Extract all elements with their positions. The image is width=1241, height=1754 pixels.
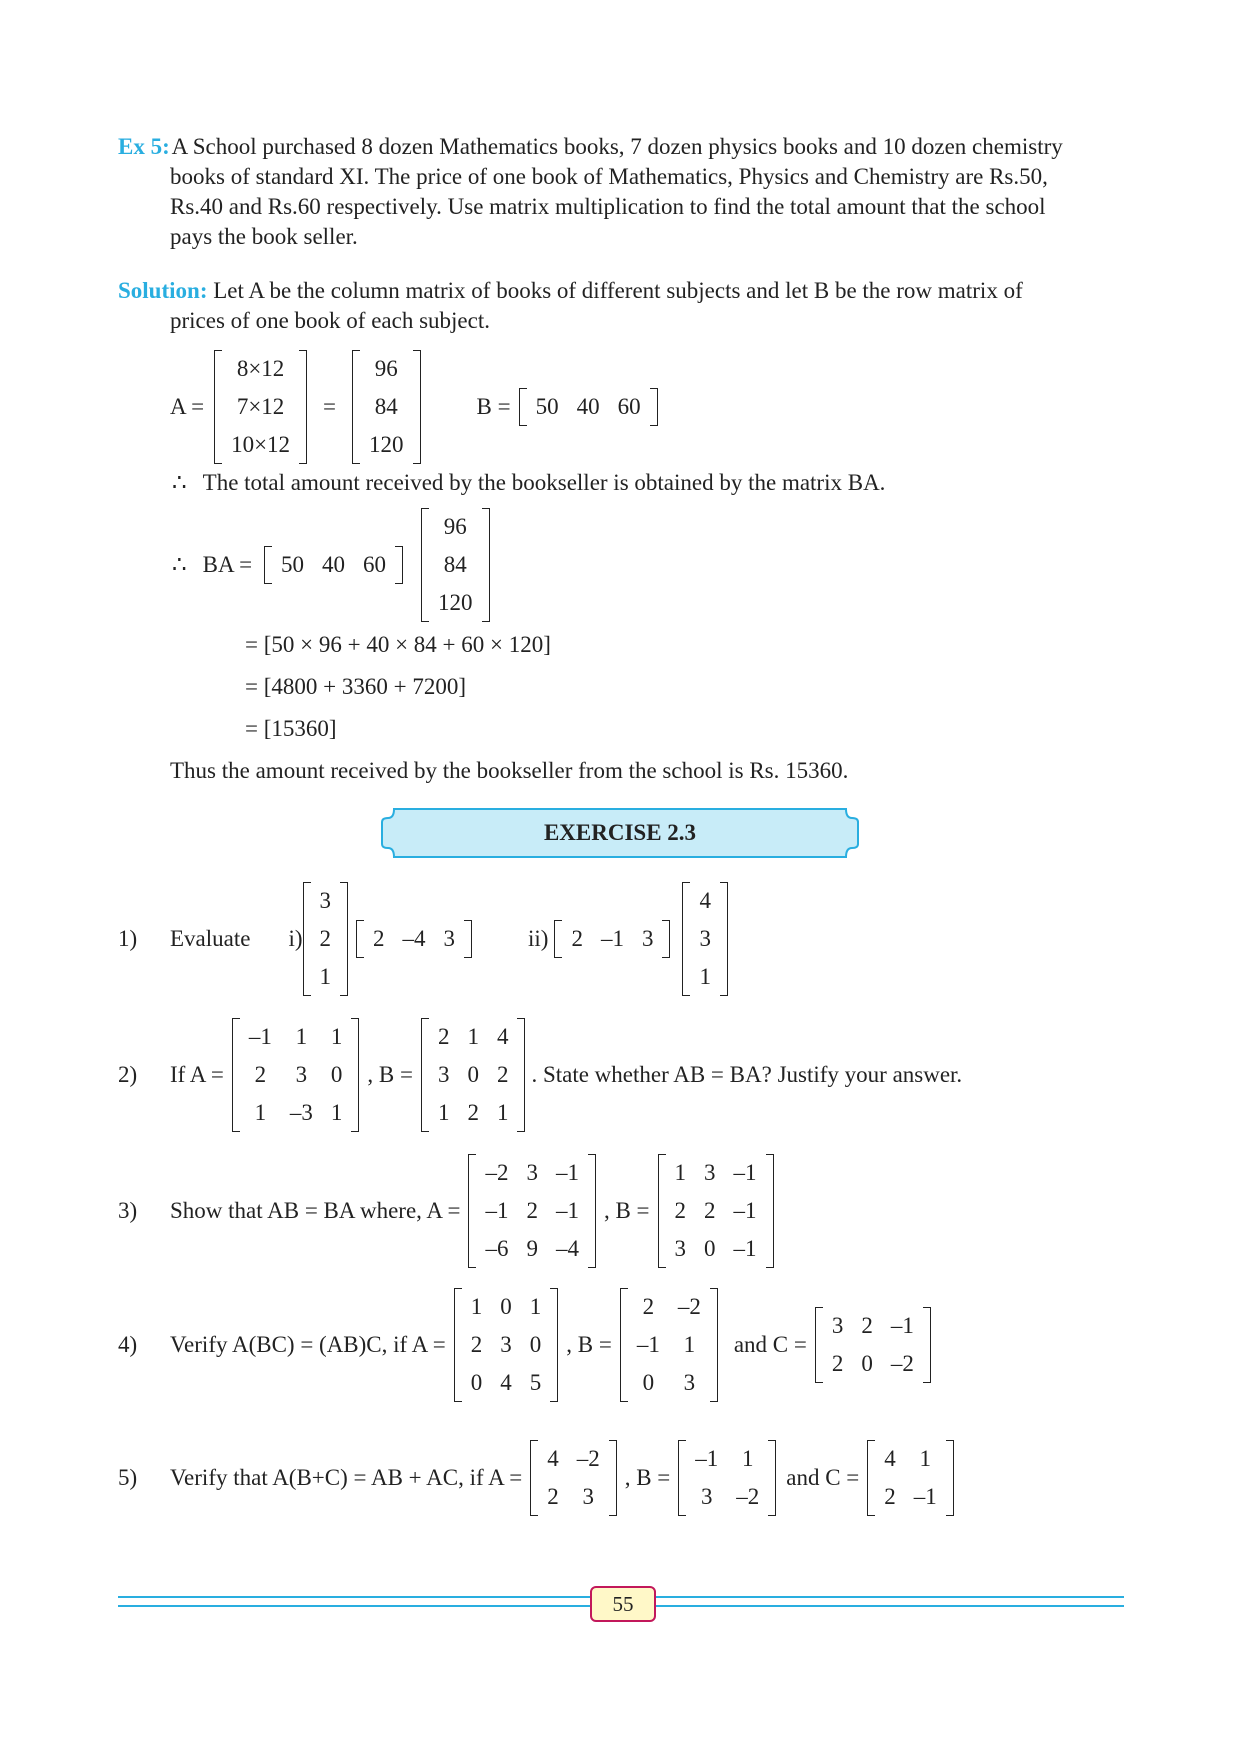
matrix-body (364, 920, 464, 958)
question-number: 2) (118, 1062, 138, 1087)
matrix-entry: 2 (571, 926, 583, 951)
left-bracket (682, 882, 690, 996)
matrix-definitions (170, 350, 658, 464)
exercise-header (380, 808, 860, 858)
matrix-entry: 84 (374, 394, 398, 419)
matrix-counts (352, 350, 421, 464)
right-bracket (923, 1307, 931, 1383)
right-bracket (588, 1154, 596, 1268)
matrix-entry: 0 (704, 1236, 716, 1261)
matrix-body (875, 1440, 946, 1516)
example-5-line-1: Ex 5: A School purchased 8 dozen Mathematics books, 7 dozen physics books and 10 dozen chemistry (118, 134, 1063, 159)
matrix-entry: 2 (831, 1351, 844, 1376)
therefore-symbol: ∴ (172, 552, 187, 577)
question-number: 3) (118, 1198, 138, 1223)
matrix-body (628, 1288, 710, 1402)
b-label: , B = (603, 1198, 650, 1223)
right-bracket (662, 920, 670, 958)
matrix-entry: 60 (363, 552, 387, 577)
b-label: , B = (624, 1465, 671, 1490)
equals-sign: = (323, 394, 337, 419)
matrix-row (429, 1018, 518, 1056)
matrix-entry: 4 (496, 1024, 509, 1049)
question-tail: . State whether AB = BA? Justify your answer. (531, 1062, 963, 1087)
question-number: 4) (118, 1332, 138, 1357)
right-bracket (720, 882, 728, 996)
left-bracket (264, 546, 272, 584)
left-bracket (554, 920, 562, 958)
q1-matrix-column-1 (303, 882, 349, 996)
left-bracket (303, 882, 311, 996)
matrix-entry: 1 (529, 1294, 542, 1319)
left-bracket (867, 1440, 875, 1516)
matrix-body (538, 1440, 609, 1516)
matrix-row (875, 1440, 946, 1478)
matrix-row (690, 882, 720, 920)
question-2 (118, 1018, 962, 1132)
right-bracket (768, 1440, 776, 1516)
q1-matrix-row-2 (554, 920, 670, 958)
matrix-entry: 1 (295, 1024, 308, 1049)
matrix-body (429, 1018, 518, 1132)
matrix-row (476, 1154, 588, 1192)
matrix-entry: 120 (438, 590, 473, 615)
matrix-entry: 8×12 (236, 356, 285, 381)
matrix-row (360, 426, 413, 464)
therefore-symbol: ∴ (172, 470, 187, 495)
question-text: Verify that A(B+C) = AB + AC, if A = (170, 1465, 523, 1490)
matrix-row (462, 1326, 551, 1364)
matrix-body (240, 1018, 352, 1132)
matrix-entry: 3 (437, 1062, 450, 1087)
matrix-entry: 4 (884, 1446, 896, 1471)
matrix-entry: 1 (319, 964, 332, 989)
matrix-row (364, 920, 464, 958)
matrix-entry: 3 (674, 1236, 687, 1261)
left-bracket (678, 1440, 686, 1516)
matrix-row (538, 1440, 609, 1478)
matrix-entry: 2 (319, 926, 332, 951)
q4-matrix-c (815, 1307, 931, 1383)
matrix-row (222, 388, 299, 426)
matrix-body (686, 1440, 768, 1516)
matrix-entry: –2 (576, 1446, 600, 1471)
question-3 (118, 1154, 774, 1268)
matrix-entry: 84 (443, 552, 467, 577)
part-i-label: i) (288, 926, 303, 951)
matrix-row (240, 1094, 352, 1132)
matrix-body (690, 882, 720, 996)
matrix-entry: 3 (831, 1313, 844, 1338)
ba-equals: BA = (202, 552, 253, 577)
question-4 (118, 1288, 931, 1402)
right-bracket (413, 350, 421, 464)
matrix-entry: 5 (529, 1370, 542, 1395)
matrix-body (360, 350, 413, 464)
matrix-entry: 3 (526, 1160, 538, 1185)
matrix-row (360, 350, 413, 388)
matrix-entry: 3 (295, 1062, 308, 1087)
example-label: Ex 5: (118, 134, 170, 159)
matrix-entry: 1 (330, 1024, 343, 1049)
matrix-entry: 3 (443, 926, 456, 951)
example-5 (118, 132, 1124, 252)
matrix-entry: –2 (485, 1160, 509, 1185)
matrix-entry: 1 (470, 1294, 483, 1319)
matrix-entry: 40 (322, 552, 346, 577)
matrix-body (429, 508, 482, 622)
matrix-entry: 0 (467, 1062, 479, 1087)
therefore-statement (172, 470, 885, 496)
matrix-entry: –1 (733, 1198, 757, 1223)
matrix-entry: 96 (443, 514, 467, 539)
matrix-row (429, 1056, 518, 1094)
matrix-row (311, 958, 341, 996)
matrix-entry: 2 (704, 1198, 716, 1223)
matrix-entry: 0 (500, 1294, 512, 1319)
matrix-row (222, 350, 299, 388)
matrix-books (214, 350, 307, 464)
matrix-entry: 50 (535, 394, 559, 419)
conclusion: Thus the amount received by the bookseller from the school is Rs. 15360. (170, 758, 849, 783)
q2-matrix-a (232, 1018, 360, 1132)
left-bracket (421, 1018, 429, 1132)
right-bracket (550, 1288, 558, 1402)
ba-product (172, 508, 490, 622)
b-label: , B = (566, 1332, 612, 1357)
matrix-row (462, 1364, 551, 1402)
matrix-entry: 1 (919, 1446, 932, 1471)
matrix-row (240, 1056, 352, 1094)
right-bracket (464, 920, 472, 958)
question-number: 1) (118, 926, 138, 951)
matrix-entry: –2 (736, 1484, 760, 1509)
matrix-entry: 1 (742, 1446, 754, 1471)
matrix-row (823, 1345, 923, 1383)
matrix-entry: 0 (529, 1332, 542, 1357)
solution-label: Solution: (118, 278, 208, 303)
q5-matrix-b (678, 1440, 776, 1516)
matrix-entry: –1 (913, 1484, 937, 1509)
matrix-row (690, 920, 720, 958)
matrix-row (527, 388, 650, 426)
matrix-entry: 3 (582, 1484, 594, 1509)
matrix-row (562, 920, 662, 958)
matrix-row (429, 508, 482, 546)
right-bracket (351, 1018, 359, 1132)
calculation-step-1: = [50 × 96 + 40 × 84 + 60 × 120] (245, 632, 551, 657)
matrix-entry: 1 (437, 1100, 450, 1125)
matrix-entry: 0 (861, 1351, 873, 1376)
matrix-entry: 2 (437, 1024, 450, 1049)
matrix-entry: –1 (695, 1446, 719, 1471)
matrix-entry: 7×12 (236, 394, 285, 419)
matrix-entry: –4 (555, 1236, 579, 1261)
right-bracket (395, 546, 403, 584)
question-1 (118, 882, 728, 996)
matrix-row (476, 1192, 588, 1230)
matrix-entry: 4 (547, 1446, 559, 1471)
q4-matrix-b (620, 1288, 718, 1402)
right-bracket (517, 1018, 525, 1132)
example-5-line-2: books of standard XI. The price of one book of Mathematics, Physics and Chemistry are Rs.50, (170, 164, 1048, 189)
a-equals: A = (170, 394, 205, 419)
left-bracket (815, 1307, 823, 1383)
matrix-entry: –1 (733, 1236, 757, 1261)
left-bracket (454, 1288, 462, 1402)
question-text: Show that AB = BA where, A = (170, 1198, 461, 1223)
matrix-entry: 4 (500, 1370, 512, 1395)
c-label: and C = (786, 1465, 860, 1490)
matrix-row (666, 1154, 766, 1192)
matrix-entry: –4 (402, 926, 426, 951)
q5-matrix-c (867, 1440, 954, 1516)
matrix-body (272, 546, 395, 584)
matrix-entry: 50 (281, 552, 305, 577)
b-label: , B = (367, 1062, 413, 1087)
left-bracket (530, 1440, 538, 1516)
matrix-entry: –2 (677, 1294, 701, 1319)
matrix-entry: –1 (733, 1160, 757, 1185)
matrix-entry: 2 (642, 1294, 655, 1319)
solution-line-1: Solution: Let A be the column matrix of books of different subjects and let B be the row matrix of (118, 278, 1023, 303)
matrix-body (823, 1307, 923, 1383)
matrix-row (823, 1307, 923, 1345)
matrix-entry: 1 (674, 1160, 687, 1185)
matrix-row (429, 546, 482, 584)
matrix-counts (421, 508, 490, 622)
matrix-entry: 0 (642, 1370, 655, 1395)
q3-matrix-a (468, 1154, 596, 1268)
left-bracket (214, 350, 222, 464)
statement-text: The total amount received by the bookseller is obtained by the matrix BA. (202, 470, 886, 495)
matrix-entry: 1 (467, 1024, 479, 1049)
matrix-row (666, 1230, 766, 1268)
matrix-body (462, 1288, 551, 1402)
matrix-row (690, 958, 720, 996)
right-bracket (609, 1440, 617, 1516)
matrix-row (311, 920, 341, 958)
left-bracket (468, 1154, 476, 1268)
matrix-entry: 3 (641, 926, 654, 951)
example-5-line-3: Rs.40 and Rs.60 respectively. Use matrix multiplication to find the total amount that the school (170, 194, 1046, 219)
matrix-prices (519, 388, 658, 426)
matrix-entry: 60 (617, 394, 641, 419)
matrix-entry: 2 (254, 1062, 267, 1087)
matrix-body (311, 882, 341, 996)
matrix-entry: 1 (496, 1100, 509, 1125)
matrix-row (429, 1094, 518, 1132)
right-bracket (482, 508, 490, 622)
matrix-entry: –1 (890, 1313, 914, 1338)
matrix-entry: –1 (555, 1160, 579, 1185)
question-text: If A = (170, 1062, 224, 1087)
c-label: and C = (733, 1332, 807, 1357)
page-number: 55 (590, 1586, 656, 1622)
matrix-entry: 2 (373, 926, 385, 951)
q1-matrix-column-2 (682, 882, 728, 996)
matrix-entry: 1 (683, 1332, 696, 1357)
matrix-entry: –3 (289, 1100, 313, 1125)
matrix-entry: –1 (600, 926, 624, 951)
matrix-row (628, 1326, 710, 1364)
matrix-entry: 40 (576, 394, 600, 419)
q1-matrix-row-1 (356, 920, 472, 958)
matrix-row (476, 1230, 588, 1268)
matrix-entry: 2 (496, 1062, 509, 1087)
matrix-body (476, 1154, 588, 1268)
matrix-entry: 3 (704, 1160, 716, 1185)
question-text: Verify A(BC) = (AB)C, if A = (170, 1332, 446, 1357)
matrix-entry: 120 (369, 432, 404, 457)
matrix-row (538, 1478, 609, 1516)
right-bracket (340, 882, 348, 996)
calculation-step-3: = [15360] (245, 716, 337, 741)
right-bracket (766, 1154, 774, 1268)
matrix-entry: 0 (470, 1370, 483, 1395)
left-bracket (658, 1154, 666, 1268)
matrix-entry: 2 (526, 1198, 538, 1223)
matrix-row (222, 426, 299, 464)
matrix-entry: 10×12 (231, 432, 291, 457)
matrix-row (462, 1288, 551, 1326)
part-ii-label: ii) (528, 926, 549, 951)
matrix-entry: –1 (248, 1024, 272, 1049)
matrix-row (628, 1288, 710, 1326)
matrix-body (562, 920, 662, 958)
matrix-entry: 3 (500, 1332, 512, 1357)
matrix-row (628, 1364, 710, 1402)
q2-matrix-b (421, 1018, 526, 1132)
matrix-entry: 2 (467, 1100, 479, 1125)
matrix-row (686, 1440, 768, 1478)
matrix-entry: –1 (555, 1198, 579, 1223)
matrix-body (222, 350, 299, 464)
matrix-entry: –1 (485, 1198, 509, 1223)
right-bracket (299, 350, 307, 464)
matrix-entry: 3 (699, 926, 711, 951)
matrix-row (686, 1478, 768, 1516)
matrix-entry: 2 (861, 1313, 873, 1338)
question-5 (118, 1440, 954, 1516)
matrix-prices (264, 546, 403, 584)
q5-matrix-a (530, 1440, 617, 1516)
left-bracket (356, 920, 364, 958)
q4-matrix-a (454, 1288, 559, 1402)
matrix-entry: 2 (547, 1484, 559, 1509)
matrix-entry: 2 (470, 1332, 483, 1357)
left-bracket (421, 508, 429, 622)
matrix-entry: –6 (485, 1236, 509, 1261)
question-text: Evaluate (170, 926, 251, 951)
matrix-row (429, 584, 482, 622)
matrix-body (666, 1154, 766, 1268)
left-bracket (232, 1018, 240, 1132)
matrix-entry: 9 (526, 1236, 538, 1261)
right-bracket (710, 1288, 718, 1402)
matrix-entry: –2 (890, 1351, 914, 1376)
matrix-entry: 3 (683, 1370, 696, 1395)
matrix-entry: –1 (636, 1332, 660, 1357)
left-bracket (620, 1288, 628, 1402)
matrix-entry: 2 (674, 1198, 687, 1223)
matrix-entry: 2 (884, 1484, 896, 1509)
matrix-entry: 1 (699, 964, 711, 989)
matrix-row (360, 388, 413, 426)
solution-line-2: prices of one book of each subject. (170, 308, 490, 333)
left-bracket (352, 350, 360, 464)
matrix-row (240, 1018, 352, 1056)
matrix-body (527, 388, 650, 426)
matrix-row (875, 1478, 946, 1516)
matrix-row (272, 546, 395, 584)
matrix-row (666, 1192, 766, 1230)
right-bracket (946, 1440, 954, 1516)
b-equals: B = (476, 394, 511, 419)
solution (118, 276, 1124, 336)
calculation-step-2: = [4800 + 3360 + 7200] (245, 674, 466, 699)
example-5-line-4: pays the book seller. (170, 224, 358, 249)
q3-matrix-b (658, 1154, 774, 1268)
matrix-entry: 3 (319, 888, 332, 913)
matrix-entry: 1 (330, 1100, 343, 1125)
matrix-entry: 0 (330, 1062, 343, 1087)
left-bracket (519, 388, 527, 426)
matrix-entry: 4 (699, 888, 711, 913)
matrix-row (311, 882, 341, 920)
matrix-entry: 1 (254, 1100, 267, 1125)
exercise-title: EXERCISE 2.3 (543, 820, 697, 845)
matrix-entry: 96 (374, 356, 398, 381)
right-bracket (650, 388, 658, 426)
matrix-entry: 3 (701, 1484, 713, 1509)
question-number: 5) (118, 1465, 138, 1490)
